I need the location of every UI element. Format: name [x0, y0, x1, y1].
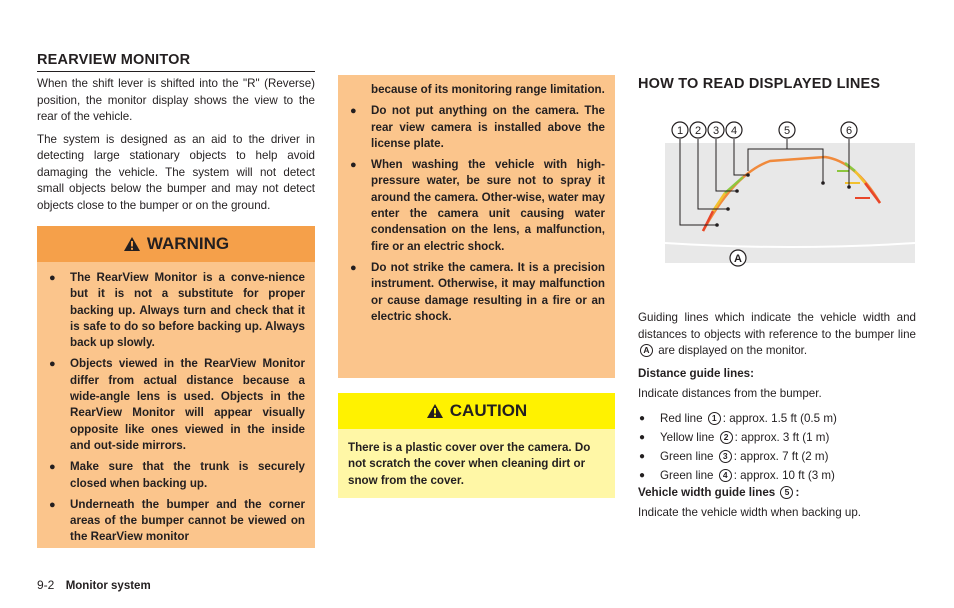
bullet-icon: ● — [350, 261, 357, 274]
svg-text:4: 4 — [730, 125, 738, 137]
warning-item-text: Do not strike the camera. It is a precision instrument. Otherwise, it may malfunction or cause damage resulting in a fire or an electric shock. — [371, 260, 605, 323]
page-number: 9-2 — [37, 578, 55, 592]
marker-1: 1 — [708, 412, 721, 425]
guide-line-value: : approx. 3 ft (1 m) — [734, 430, 830, 444]
caution-heading: CAUTION — [449, 401, 528, 420]
guide-lines-diagram — [665, 103, 915, 263]
warning-item — [47, 497, 305, 548]
warning-item — [47, 356, 305, 454]
marker-3: 3 — [719, 450, 732, 463]
callout-5 — [779, 122, 795, 138]
guide-line-value: : approx. 10 ft (3 m) — [733, 468, 835, 482]
guide-line-item — [638, 466, 916, 485]
warning-item-text: Do not put anything on the camera. The rear view camera is installed above the license plate. — [371, 104, 605, 150]
marker-2: 2 — [720, 431, 733, 444]
system-description-paragraph: The system is designed as an aid to the driver in detecting large stationary objects to help avoid damaging the vehicle. The system will not detect small objects below the bumper and may not detect objects close to the bumper or on the ground. — [37, 132, 315, 212]
svg-text:1: 1 — [676, 125, 684, 137]
caution-triangle-icon — [426, 403, 444, 419]
bullet-icon: ● — [350, 105, 357, 118]
callout-2 — [690, 122, 706, 138]
intro-text-end: are displayed on the monitor. — [658, 344, 808, 357]
svg-text:5: 5 — [783, 125, 791, 137]
left-column — [37, 52, 315, 548]
callout-a — [728, 248, 748, 268]
svg-text:A: A — [734, 253, 742, 265]
caution-box — [338, 393, 615, 498]
marker-a: A — [640, 344, 653, 357]
section-title-displayed-lines: HOW TO READ DISPLAYED LINES — [638, 76, 881, 92]
warning-continued-box — [338, 75, 615, 378]
warning-triangle-icon — [123, 236, 141, 252]
width-guide-heading-text: Vehicle width guide lines — [638, 485, 776, 499]
warning-continued-list — [338, 103, 615, 325]
caution-header — [338, 393, 615, 429]
callout-1 — [672, 122, 688, 138]
svg-text:3: 3 — [712, 125, 720, 137]
callout-6 — [841, 122, 857, 138]
intro-text: Guiding lines which indicate the vehicle width and distances to objects with reference to the bumper line — [638, 311, 916, 341]
middle-column — [338, 75, 615, 498]
guide-line-label: Green line — [660, 468, 714, 482]
bullet-icon: ● — [639, 412, 646, 424]
warning-item — [348, 260, 605, 325]
guide-line-list — [638, 409, 916, 485]
guide-line-item — [638, 409, 916, 428]
warning-continued-text: because of its monitoring range limitation. — [371, 83, 605, 96]
bullet-icon: ● — [350, 159, 357, 172]
warning-item — [47, 459, 305, 492]
width-guide-colon: : — [795, 485, 800, 499]
guide-line-value: : approx. 1.5 ft (0.5 m) — [722, 411, 837, 425]
callout-3 — [708, 122, 724, 138]
bullet-icon: ● — [639, 431, 646, 443]
bullet-icon: ● — [49, 358, 56, 371]
width-guide-heading — [638, 485, 916, 502]
warning-item-text: Make sure that the trunk is securely closed when backing up. — [70, 460, 305, 490]
bullet-icon: ● — [49, 272, 56, 284]
warning-item — [348, 103, 605, 152]
footer-section-title: Monitor system — [65, 580, 151, 592]
warning-list — [37, 262, 315, 548]
section-title-rearview-monitor: REARVIEW MONITOR — [37, 52, 315, 72]
warning-item-text: When washing the vehicle with high-pressure water, be sure not to spray it around the camera. Other-wise, water may enter the camera unit causing water condensation on the lens, a malfunction, fire or an electric shock. — [371, 158, 605, 253]
marker-4: 4 — [719, 469, 732, 482]
callout-4 — [726, 122, 742, 138]
guide-line-item — [638, 428, 916, 447]
warning-heading: WARNING — [146, 234, 230, 253]
guide-line-value: : approx. 7 ft (2 m) — [733, 449, 829, 463]
guide-line-item — [638, 447, 916, 466]
bullet-icon: ● — [639, 469, 646, 481]
marker-5: 5 — [780, 486, 793, 499]
guide-line-label: Red line — [660, 411, 703, 425]
page-footer — [37, 578, 151, 592]
svg-text:6: 6 — [845, 125, 853, 137]
distance-guide-text: Indicate distances from the bumper. — [638, 387, 822, 400]
bullet-icon: ● — [49, 461, 56, 474]
right-column — [638, 76, 916, 528]
svg-text:2: 2 — [694, 125, 702, 137]
bullet-icon: ● — [639, 450, 646, 462]
guide-lines-intro — [638, 310, 916, 360]
guide-line-label: Yellow line — [660, 430, 715, 444]
warning-item-text: The RearView Monitor is a conve-nience but it is not a substitute for proper backing up. Always turn and check that it is safe to do so before backing up. Always back up slowly. — [70, 271, 305, 350]
warning-header — [37, 226, 315, 262]
warning-item — [348, 157, 605, 255]
warning-item-text: Objects viewed in the RearView Monitor differ from actual distance because a wide-angle lens is used. Objects in the RearView Monitor will appear visually opposite like ones viewed in the inside and out-side mirrors. — [70, 357, 305, 452]
caution-text: There is a plastic cover over the camera. Do not scratch the cover when cleaning dirt or snow from the cover. — [348, 441, 591, 487]
width-guide-text: Indicate the vehicle width when backing up. — [638, 506, 861, 519]
warning-item-text: Underneath the bumper and the corner areas of the bumper cannot be viewed on the RearView monitor — [70, 497, 305, 544]
distance-guide-heading: Distance guide lines: — [638, 366, 754, 380]
warning-box — [37, 226, 315, 548]
guide-line-label: Green line — [660, 449, 714, 463]
warning-item — [47, 270, 305, 351]
bullet-icon: ● — [49, 498, 56, 511]
intro-paragraph: When the shift lever is shifted into the "R" (Reverse) position, the monitor display shows the view to the rear of the vehicle. — [37, 77, 315, 123]
